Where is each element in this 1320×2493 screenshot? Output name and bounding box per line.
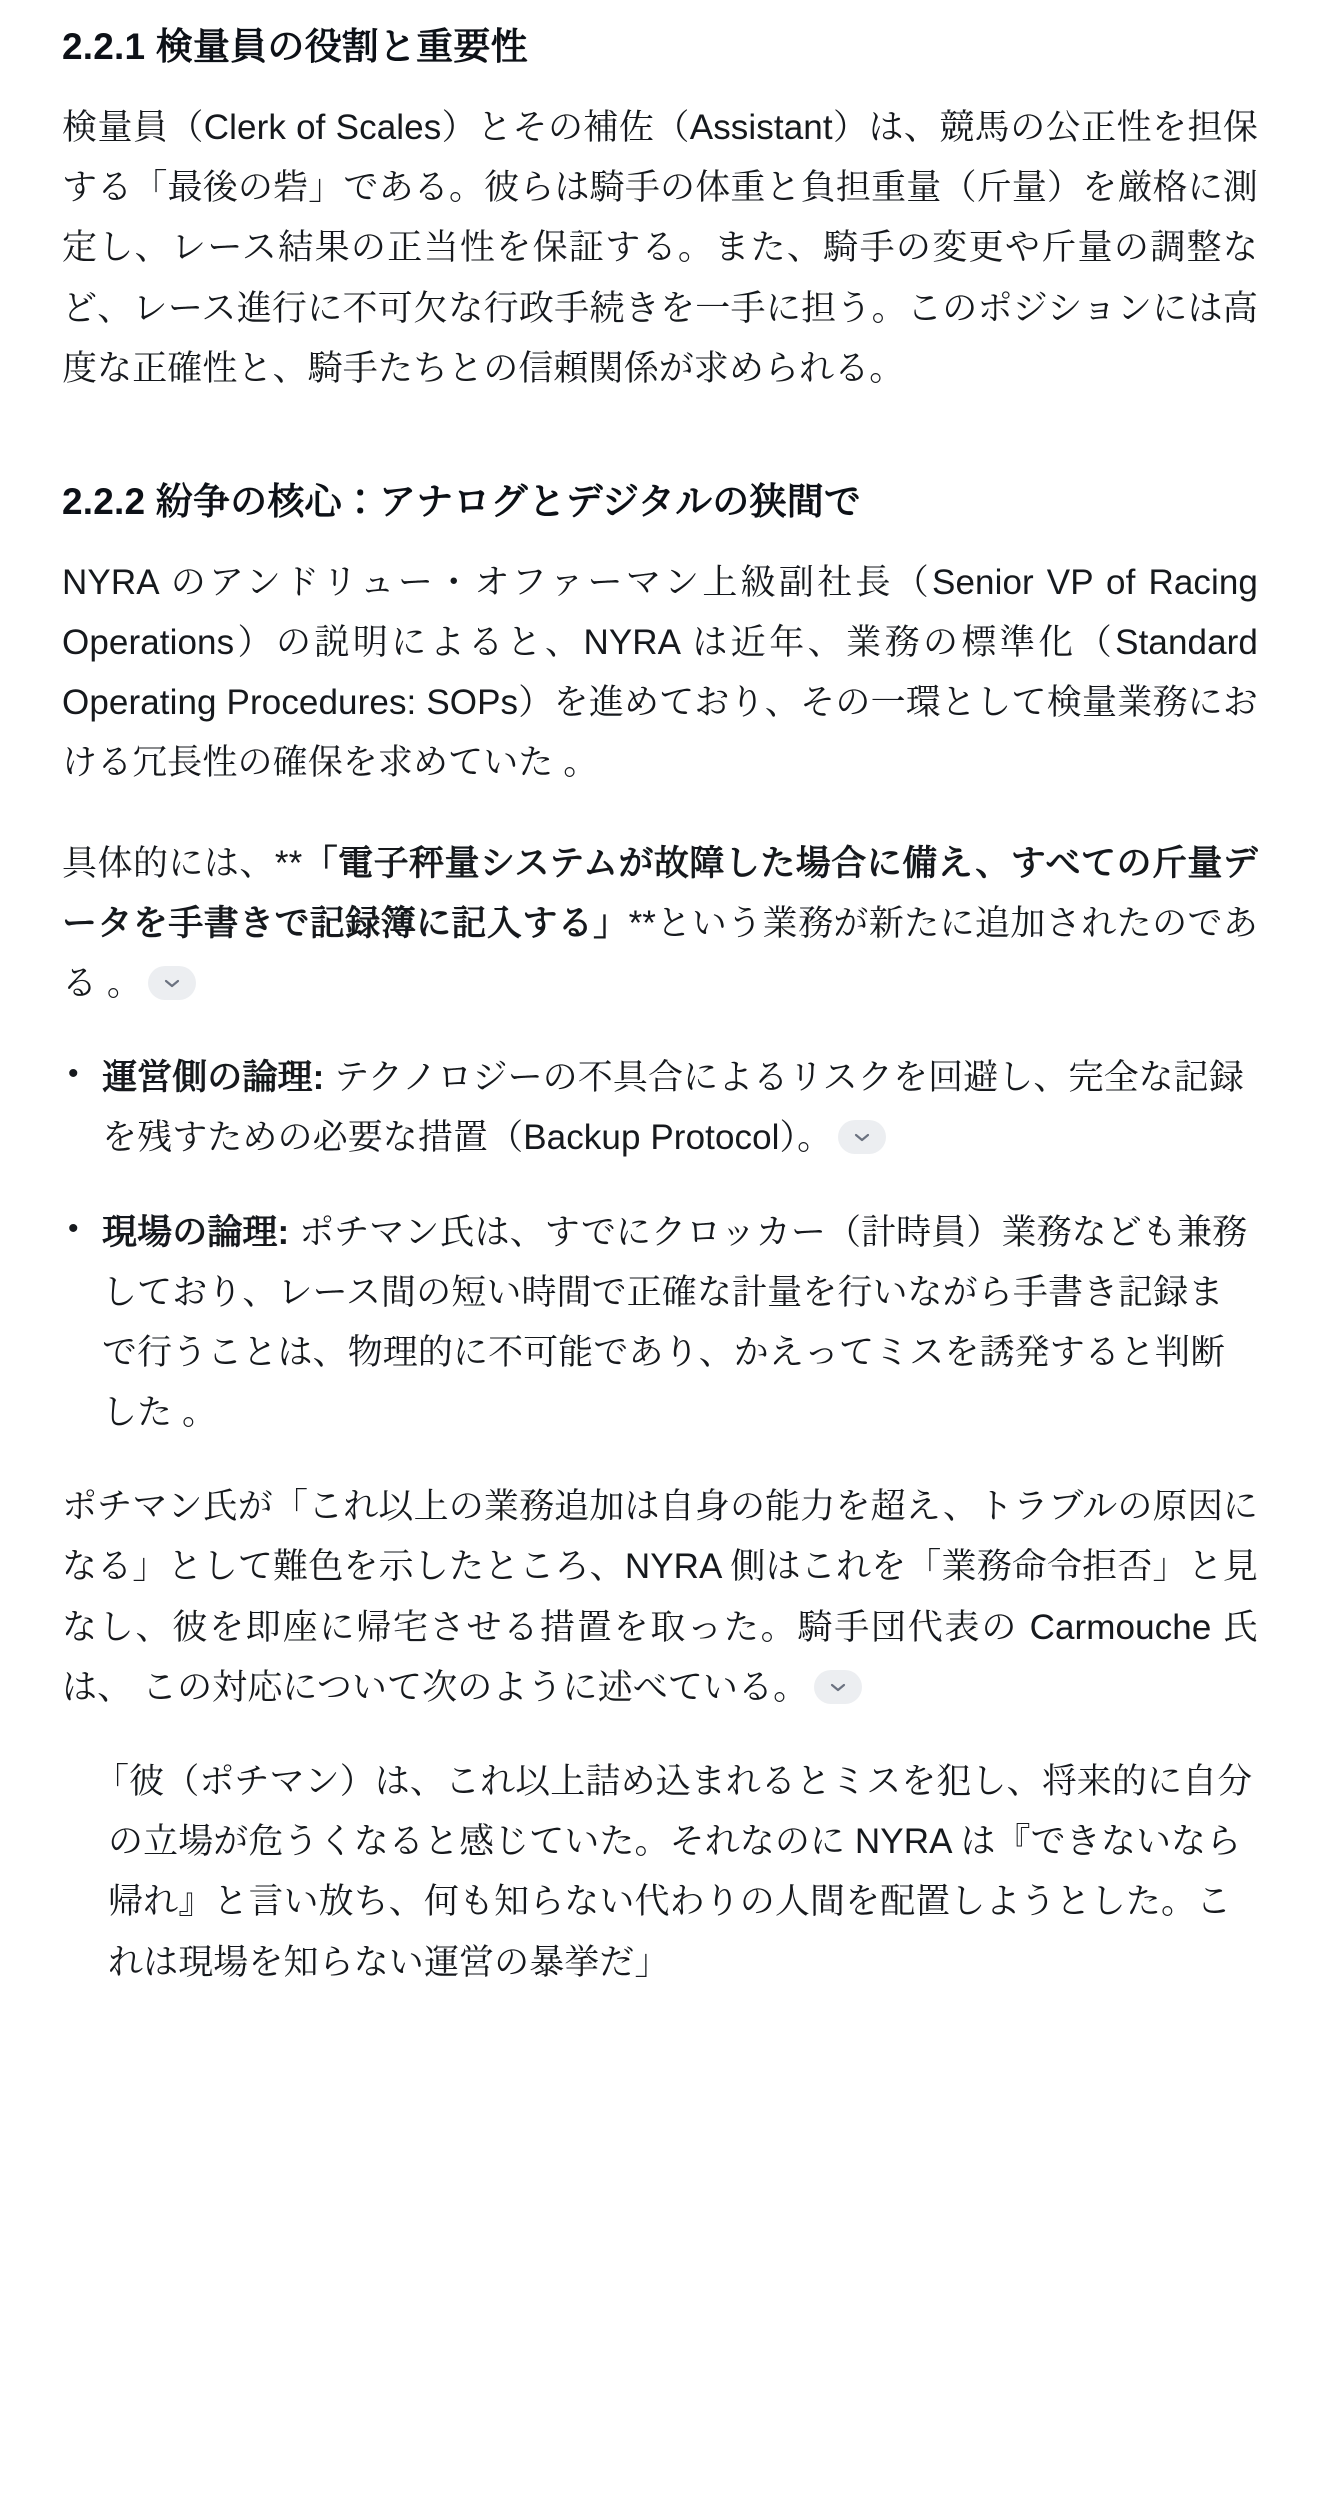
section-1-paragraph: 検量員（Clerk of Scales）とその補佐（Assistant）は、競馬の公正性を担保する「最後の砦」である。彼らは騎手の体重と負担重量（斤量）を厳格に測定し、レース結果の正当性を保証する。また、騎手の変更や斤量の調整など、レース進行に不可欠な行政手続きを一手に担う。このポジションには高度な正確性と、騎手たちとの信頼関係が求められる。 — [62, 107, 1258, 388]
bullet-label-operator: 運営側の論理: — [102, 1058, 325, 1098]
list-item — [62, 1048, 1258, 1168]
section-heading-2-2-2: 2.2.2 紛争の核心：アナログとデジタルの狭間で — [62, 480, 862, 522]
chevron-down-icon[interactable] — [838, 1120, 886, 1154]
paragraph-2-prefix: 具体的には、** — [62, 843, 303, 883]
chevron-down-icon[interactable] — [148, 966, 196, 1000]
section-2-paragraph-2 — [62, 834, 1258, 1015]
bullet-text-operator: テクノロジーの不具合によるリスクを回避し、完全な記録を残すための必要な措置（Backup Protocol）。 — [102, 1058, 1244, 1158]
section-2-paragraph-3 — [62, 1477, 1258, 1718]
section-2-paragraph-1: NYRA のアンドリュー・オファーマン上級副社長（Senior VP of Racing Operations）の説明によると、NYRA は近年、業務の標準化（Standard Operating Procedures: SOPs）を進めており、その一環として検量業務における冗長性の確保を求めていた 。 — [62, 562, 1258, 783]
bullet-text-field: ポチマン氏は、すでにクロッカー（計時員）業務なども兼務しており、レース間の短い時間で正確な計量を行いながら手書き記録まで行うことは、物理的に不可能であり、かえってミスを誘発すると判断した 。 — [102, 1212, 1248, 1433]
chevron-down-icon[interactable] — [814, 1670, 862, 1704]
carmouche-quote: 「彼（ポチマン）は、これ以上詰め込まれるとミスを犯し、将来的に自分の立場が危うくなると感じていた。それなのに NYRA は『できないなら帰れ』と言い放ち、何も知らない代わりの人間を配置しようとした。これは現場を知らない運営の暴挙だ」 — [94, 1762, 1253, 1982]
logic-bullet-list — [62, 1048, 1258, 1443]
section-heading-2-2-1: 2.2.1 検量員の役割と重要性 — [62, 26, 528, 67]
paragraph-3-text: ポチマン氏が「これ以上の業務追加は自身の能力を超え、トラブルの原因になる」として難色を示したところ、NYRA 側はこれを「業務命令拒否」と見なし、彼を即座に帰宅させる措置を取った。騎手団代表の Carmouche 氏は、 この対応について次のように述べている。 — [62, 1487, 1258, 1707]
list-item — [62, 1203, 1258, 1444]
paragraph-2-bold-segment: 「電子秤量システムが故障した場合に備え、すべての斤量データを手書きで記録簿に記入する」 — [62, 843, 1258, 943]
bullet-label-field: 現場の論理: — [102, 1212, 290, 1252]
paragraph-2-suffix: **という業務が新たに追加されたのである 。 — [62, 903, 1258, 1003]
